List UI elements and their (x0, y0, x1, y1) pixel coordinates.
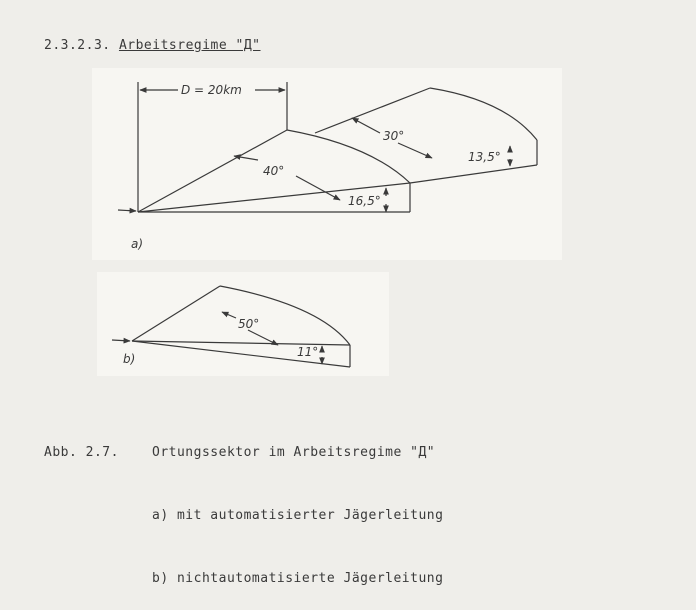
angle-50-arrow-left (222, 312, 236, 318)
diagram-a-distance-dimension (138, 82, 287, 212)
angle-40-label: 40° (263, 164, 285, 178)
angle-30-label: 30° (383, 129, 405, 143)
caption-item-a: a) mit automatisierter Jägerleitung (152, 508, 444, 523)
angle-13-5-label: 13,5° (468, 150, 501, 164)
angle-30-arrow-right (398, 143, 432, 158)
angle-11-label: 11° (297, 345, 319, 359)
section-title: Arbeitsregime "Д" (118, 38, 261, 53)
diagram-b-radar-arrow (112, 340, 130, 341)
diagram-a-radar-arrow (118, 210, 136, 211)
diagram-b-label: b) (123, 352, 136, 366)
angle-50-label: 50° (238, 317, 260, 331)
figure-title: Ortungssektor im Arbeitsregime "Д" (152, 445, 436, 460)
figure-number: Abb. 2.7. (44, 445, 119, 460)
diagram-a-rear-sector (315, 88, 537, 183)
angle-16-5-label: 16,5° (348, 194, 381, 208)
caption-item-b: b) nichtautomatisierte Jägerleitung (152, 571, 444, 586)
angle-30-arrow-left (352, 118, 380, 133)
angle-40-arrow-right (296, 176, 340, 200)
diagram-a-label: a) (131, 237, 144, 251)
distance-label: D = 20km (181, 83, 242, 97)
section-number: 2.3.2.3. (44, 38, 111, 53)
figure-caption (44, 400, 443, 610)
angle-40-arrow-left (234, 156, 258, 160)
